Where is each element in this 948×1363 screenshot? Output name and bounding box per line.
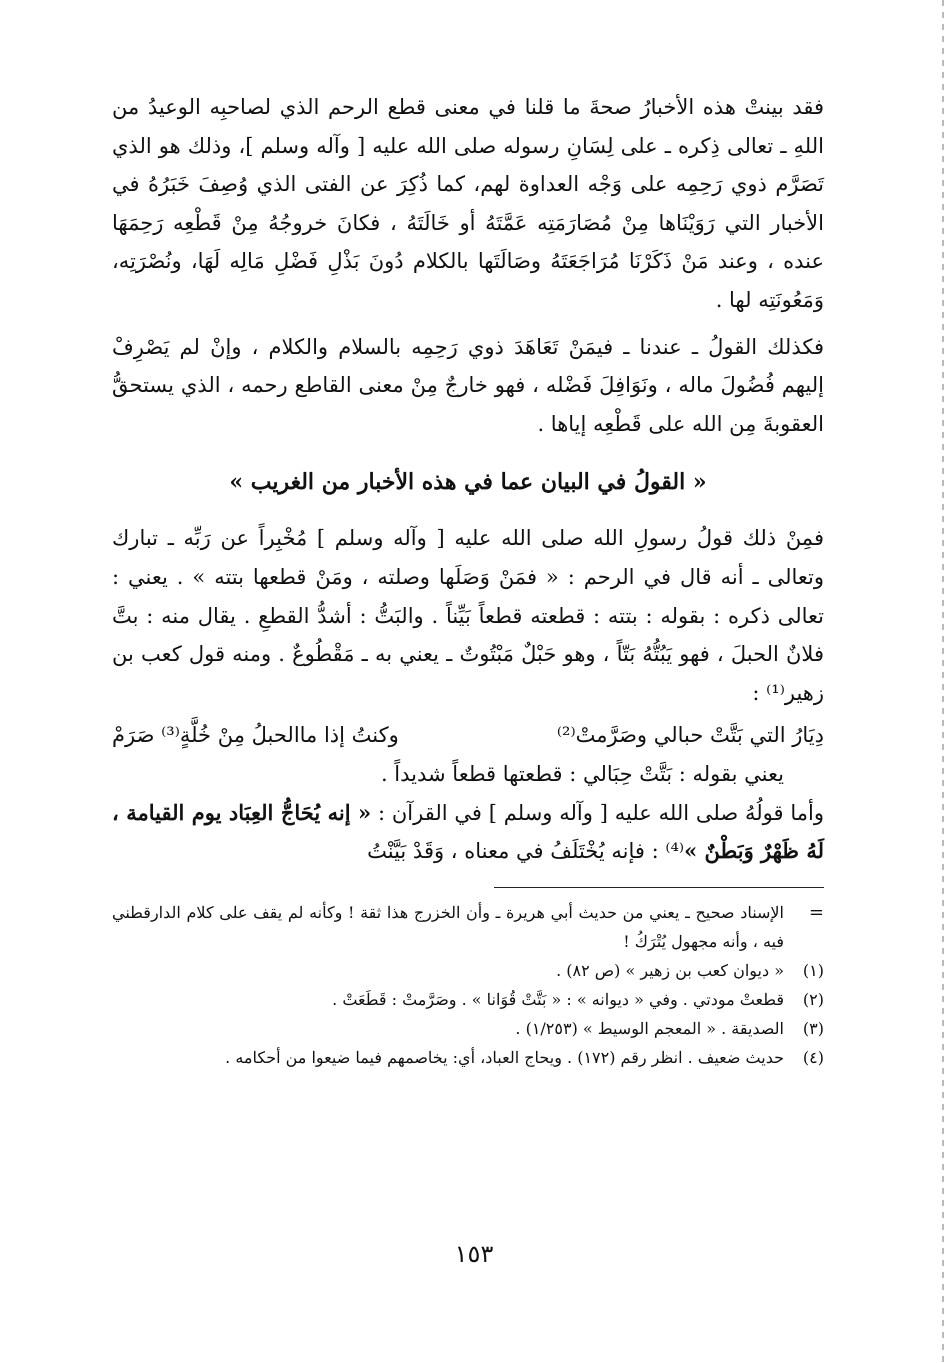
- verse-explanation: يعني بقوله : بَتَّتْ حِبَالي : قطعتها قطعاً شديداً .: [380, 761, 784, 786]
- verse-second-hemistich: وكنتُ إذا ماالحبلُ مِنْ خُلَّةٍ⁽³⁾ صَرَمْ: [112, 723, 399, 748]
- paragraph-2: فكذلك القولُ ـ عندنا ـ فيمَنْ تَعَاهَدَ ذوي رَحِمِه بالسلام والكلام ، وإنْ لم يَصْرِفْ إليهم فُضُولَ ماله ، ونَوَافِلَ فَضْله ، فهو خارجٌ مِنْ معنى القاطع رحمه ، الذي يستحقُّ العقوبةَ مِن الله على قَطْعِه إياها .: [112, 334, 824, 436]
- paragraph-4-tail: ⁽⁴⁾ : فإنه يُخْتَلَفُ في معناه ، وَقَدْ بَيَّنْتُ: [367, 839, 685, 864]
- footnote-text: قطعتْ مودتي . وفي « ديوانه » : « بَتَّتْ قُوَانا » . وصَرَّمتْ : قَطَعَتْ .: [332, 989, 784, 1009]
- paragraph-4-lead: وأما قولُهُ صلى الله عليه [ وآله وسلم ] في القرآن :: [371, 800, 824, 825]
- page-number: ١٥٣: [454, 1240, 494, 1268]
- page-body: [112, 88, 824, 1072]
- poetry-verse: [112, 716, 824, 755]
- section-heading: « القولُ في البيان عما في هذه الأخبار من الغريب »: [229, 469, 707, 496]
- footnote-text: « ديوان كعب بن زهير » (ص ٨٢) .: [556, 960, 784, 980]
- footnote-item: [112, 956, 824, 985]
- footnote-number: (٣): [802, 1018, 824, 1038]
- footnote-separator: [494, 887, 824, 888]
- footnote-number: (٢): [802, 989, 824, 1009]
- page-edge-line: [942, 0, 944, 1363]
- footnote-number: (١): [802, 960, 824, 980]
- paragraph-4-quote: « إنه يُحَاجُّ العِبَاد يوم القيامة ، لَهُ ظَهْرٌ وَبَطْنٌ »: [112, 799, 824, 864]
- footnote-item: [112, 1014, 824, 1043]
- paragraph-4: [112, 794, 824, 871]
- paragraph-1: فقد بينتْ هذه الأخبارُ صحةَ ما قلنا في معنى قطع الرحم الذي لصاحبِه الوعيدُ من اللهِ ـ تعالى ذِكره ـ على لِسَانِ رسوله صلى الله عليه [ وآله وسلم ]، وذلك هو الذي تَصَرَّم ذوي رَحِمِه على وَجْه العداوة لهم، كما ذُكِرَ عن الفتى الذي وُصِفَ خَبَرُهُ في الأخبار التي رَوَيْنَاها مِنْ مُصَارَمَتِه عَمَّتَهُ أو خَالَتَهُ ، فكانَ خروجُهُ مِنْ قَطْعِه رَحِمَهَا عنده ، وعند مَنْ ذَكَرْنَا مُرَاجَعَتَهُ وصَالَتَها بالكلام دُونَ بَذْلِ فَضْلِ مَالِه لَهَا، ونُصْرَتِه، وَمَعُونَتِه لها .: [112, 95, 824, 312]
- footnote-item: [112, 985, 824, 1014]
- verse-first-hemistich: دِيَارُ التي بَتَّتْ حبالي وصَرَّمتْ⁽²⁾: [556, 723, 824, 748]
- paragraph-3: فمِنْ ذلك قولُ رسولِ الله صلى الله عليه [ وآله وسلم ] مُخْبِراً عن رَبِّه ـ تبارك وتعالى ـ أنه قال في الرحم : « فمَنْ وَصَلَها وصلته ، ومَنْ قطعها بتته » . يعني : تعالى ذكره : بقوله : بتته : قطعته قطعاً بَيِّناً . والبَتُّ : أشدُّ القطعِ . يقال منه : بتَّ فلانٌ الحبلَ ، فهو يَبُتُّهُ بَتّاً ، وهو حَبْلٌ مَبْتُوتٌ ـ يعني به ـ مَقْطُوعٌ . ومنه قول كعب بن زهير⁽¹⁾ :: [112, 526, 824, 705]
- footnote-text: حديث ضعيف . انظر رقم (١٧٢) . ويحاج العباد، أي: يخاصمهم فيما ضيعوا من أحكامه .: [225, 1047, 784, 1067]
- footnote-number: (٤): [802, 1047, 824, 1067]
- footnote-text: الصديقة . « المعجم الوسيط » (١/٢٥٣) .: [515, 1018, 784, 1038]
- footnotes: [112, 898, 824, 1072]
- footnote-continuation: [112, 898, 824, 956]
- footnote-item: [112, 1043, 824, 1072]
- continuation-mark: =: [808, 901, 824, 923]
- continuation-text: الإسناد صحيح ـ يعني من حديث أبي هريرة ـ وأن الخزرج هذا ثقة ! وكأنه لم يقف على كلام الدارقطني فيه ، وأنه مجهول يُتْرَكُ !: [112, 902, 784, 951]
